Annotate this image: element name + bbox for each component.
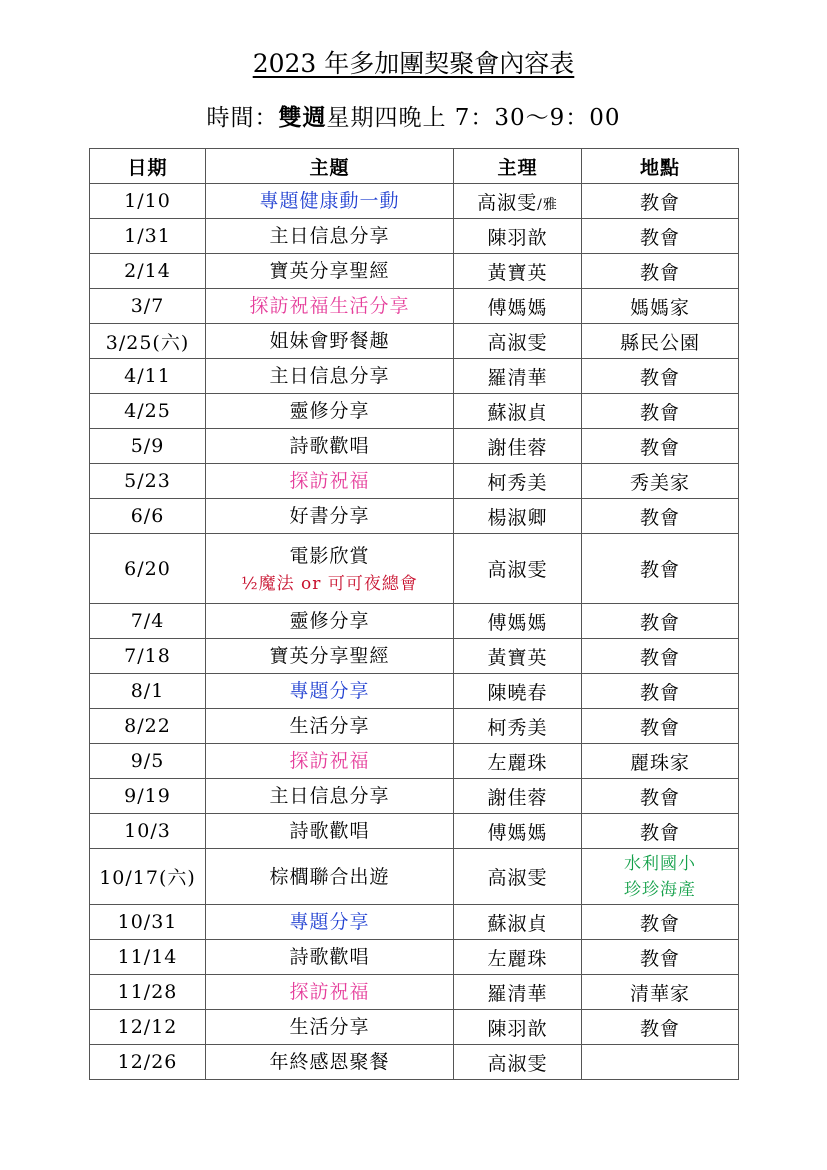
cell-date: 12/12 (90, 1010, 206, 1045)
cell-location: 教會 (582, 639, 739, 674)
cell-topic (206, 289, 454, 324)
cell-topic (206, 394, 454, 429)
topic-text: 好書分享 (289, 505, 370, 527)
cell-date: 9/5 (90, 744, 206, 779)
cell-topic (206, 814, 454, 849)
topic-text: 棕櫚聯合出遊 (269, 865, 390, 888)
leader-name: 高淑雯 (487, 1052, 548, 1075)
cell-topic (206, 254, 454, 289)
leader-name: 羅清華 (487, 366, 548, 389)
leader-name: 傅媽媽 (487, 821, 548, 844)
cell-location: 教會 (582, 394, 739, 429)
table-row (90, 534, 739, 604)
leader-name: 楊淑卿 (487, 506, 548, 529)
table-row (90, 359, 739, 394)
leader-name: 高淑雯 (487, 559, 548, 581)
table-row (90, 940, 739, 975)
topic-text: 主日信息分享 (269, 365, 390, 387)
cell-date: 6/20 (90, 534, 206, 604)
table-row (90, 464, 739, 499)
cell-date: 1/10 (90, 184, 206, 219)
leader-name: 傅媽媽 (487, 611, 548, 634)
cell-topic (206, 1045, 454, 1080)
cell-topic (206, 779, 454, 814)
leader-name: 黃寶英 (487, 261, 548, 284)
cell-date: 11/28 (90, 975, 206, 1010)
cell-date: 10/31 (90, 905, 206, 940)
table-row (90, 394, 739, 429)
cell-date: 5/23 (90, 464, 206, 499)
topic-text: 電影欣賞 (289, 544, 370, 567)
cell-leader (454, 394, 582, 429)
table-row (90, 744, 739, 779)
cell-leader (454, 814, 582, 849)
cell-location: 清華家 (582, 975, 739, 1010)
cell-location: 教會 (582, 359, 739, 394)
leader-name: 謝佳蓉 (487, 436, 548, 459)
topic-text: 生活分享 (289, 715, 370, 737)
cell-date: 7/18 (90, 639, 206, 674)
cell-date: 9/19 (90, 779, 206, 814)
leader-name: 柯秀美 (487, 471, 548, 494)
header-topic: 主題 (206, 149, 454, 184)
cell-leader (454, 639, 582, 674)
header-date: 日期 (90, 149, 206, 184)
table-row (90, 1045, 739, 1080)
cell-leader (454, 1045, 582, 1080)
topic-text: 主日信息分享 (269, 785, 390, 807)
location-text: 水利國小 (624, 853, 696, 874)
cell-topic (206, 219, 454, 254)
cell-leader (454, 324, 582, 359)
cell-date: 6/6 (90, 499, 206, 534)
leader-name: 左麗珠 (487, 751, 548, 774)
table-row (90, 709, 739, 744)
cell-leader (454, 604, 582, 639)
cell-location: 教會 (582, 779, 739, 814)
table-row (90, 779, 739, 814)
cell-location: 教會 (582, 429, 739, 464)
cell-topic (206, 184, 454, 219)
leader-name: 高淑雯 (487, 331, 548, 354)
leader-suffix: /雅 (537, 196, 558, 213)
cell-location: 教會 (582, 604, 739, 639)
table-row (90, 639, 739, 674)
leader-name: 蘇淑貞 (487, 401, 548, 424)
cell-location: 教會 (582, 499, 739, 534)
cell-leader (454, 905, 582, 940)
table-row (90, 905, 739, 940)
cell-leader (454, 849, 582, 905)
schedule-table (89, 148, 739, 1080)
cell-leader (454, 674, 582, 709)
cell-location: 教會 (582, 184, 739, 219)
table-row (90, 184, 739, 219)
cell-date: 3/25(六) (90, 324, 206, 359)
cell-location: 教會 (582, 709, 739, 744)
table-row (90, 814, 739, 849)
leader-name: 黃寶英 (487, 646, 548, 669)
cell-date: 10/17(六) (90, 849, 206, 905)
cell-date: 3/7 (90, 289, 206, 324)
cell-location: 教會 (582, 254, 739, 289)
cell-topic (206, 639, 454, 674)
topic-text: 探訪祝福 (289, 750, 370, 772)
cell-leader (454, 709, 582, 744)
topic-text: 寶英分享聖經 (269, 260, 390, 282)
leader-name: 陳羽歆 (487, 1017, 548, 1040)
cell-leader (454, 429, 582, 464)
leader-name: 陳羽歆 (487, 226, 548, 249)
topic-text: 探訪祝福 (289, 981, 370, 1003)
cell-date: 4/11 (90, 359, 206, 394)
topic-text: 詩歌歡唱 (289, 435, 370, 457)
cell-leader (454, 499, 582, 534)
topic-text: 探訪祝福 (289, 470, 370, 492)
table-row (90, 604, 739, 639)
leader-name: 蘇淑貞 (487, 912, 548, 935)
table-row (90, 324, 739, 359)
cell-leader (454, 779, 582, 814)
cell-topic (206, 324, 454, 359)
leader-name: 羅清華 (487, 982, 548, 1005)
cell-topic (206, 709, 454, 744)
cell-topic (206, 359, 454, 394)
cell-location: 教會 (582, 814, 739, 849)
cell-location (582, 849, 739, 905)
cell-topic (206, 534, 454, 604)
cell-topic (206, 975, 454, 1010)
time-emphasis: 雙週 (278, 104, 327, 131)
cell-date: 11/14 (90, 940, 206, 975)
cell-location: 秀美家 (582, 464, 739, 499)
cell-leader (454, 464, 582, 499)
cell-location: 教會 (582, 674, 739, 709)
cell-location: 麗珠家 (582, 744, 739, 779)
cell-topic (206, 1010, 454, 1045)
topic-text: 專題分享 (289, 680, 370, 702)
table-row (90, 975, 739, 1010)
cell-leader (454, 289, 582, 324)
leader-name: 柯秀美 (487, 716, 548, 739)
cell-leader (454, 254, 582, 289)
cell-date: 4/25 (90, 394, 206, 429)
cell-leader (454, 184, 582, 219)
cell-topic (206, 499, 454, 534)
cell-topic (206, 744, 454, 779)
meeting-time (0, 98, 827, 138)
topic-text: 靈修分享 (289, 610, 370, 632)
cell-location: 教會 (582, 534, 739, 604)
cell-date: 2/14 (90, 254, 206, 289)
topic-text: 寶英分享聖經 (269, 645, 390, 667)
topic-text: 生活分享 (289, 1016, 370, 1038)
cell-topic (206, 604, 454, 639)
time-rest: 星期四晚上 7：30～9：00 (326, 105, 621, 131)
cell-location: 媽媽家 (582, 289, 739, 324)
leader-name: 左麗珠 (487, 947, 548, 970)
cell-location: 教會 (582, 905, 739, 940)
cell-topic (206, 849, 454, 905)
table-row (90, 254, 739, 289)
table-row (90, 849, 739, 905)
cell-location: 教會 (582, 1010, 739, 1045)
header-leader: 主理 (454, 149, 582, 184)
cell-leader (454, 744, 582, 779)
table-row (90, 289, 739, 324)
page-title (0, 44, 827, 84)
topic-text: 靈修分享 (289, 400, 370, 422)
cell-location: 教會 (582, 940, 739, 975)
leader-name: 高淑雯 (487, 867, 548, 889)
topic-text: 專題分享 (289, 911, 370, 933)
cell-date: 8/1 (90, 674, 206, 709)
cell-topic (206, 429, 454, 464)
cell-leader (454, 219, 582, 254)
cell-date: 5/9 (90, 429, 206, 464)
topic-subtext: ½魔法 or 可可夜總會 (241, 573, 418, 594)
topic-text: 詩歌歡唱 (289, 820, 370, 842)
table-row (90, 499, 739, 534)
cell-topic (206, 674, 454, 709)
topic-text: 詩歌歡唱 (289, 946, 370, 968)
leader-name: 謝佳蓉 (487, 786, 548, 809)
topic-text: 年終感恩聚餐 (269, 1051, 390, 1073)
topic-text: 探訪祝福生活分享 (249, 295, 410, 317)
topic-text: 姐妹會野餐趣 (269, 330, 390, 352)
table-row (90, 429, 739, 464)
cell-location: 教會 (582, 219, 739, 254)
cell-leader (454, 940, 582, 975)
header-location: 地點 (582, 149, 739, 184)
cell-date: 1/31 (90, 219, 206, 254)
cell-topic (206, 940, 454, 975)
table-row (90, 1010, 739, 1045)
leader-name: 陳曉春 (487, 681, 548, 704)
header-row (90, 149, 739, 184)
leader-name: 高淑雯 (477, 191, 538, 214)
title-text: 2023 年多加團契聚會內容表 (252, 49, 575, 78)
cell-location: 縣民公園 (582, 324, 739, 359)
cell-leader (454, 359, 582, 394)
cell-topic (206, 905, 454, 940)
cell-date: 7/4 (90, 604, 206, 639)
cell-topic (206, 464, 454, 499)
cell-date: 10/3 (90, 814, 206, 849)
time-label: 時間： (206, 105, 279, 131)
table-row (90, 219, 739, 254)
cell-date: 8/22 (90, 709, 206, 744)
cell-leader (454, 975, 582, 1010)
cell-leader (454, 1010, 582, 1045)
schedule-body (90, 184, 739, 1080)
cell-location (582, 1045, 739, 1080)
cell-date: 12/26 (90, 1045, 206, 1080)
leader-name: 傅媽媽 (487, 296, 548, 319)
cell-leader (454, 534, 582, 604)
table-row (90, 674, 739, 709)
topic-text: 專題健康動一動 (259, 190, 400, 212)
topic-text: 主日信息分享 (269, 225, 390, 247)
location-subtext: 珍珍海產 (624, 879, 696, 900)
